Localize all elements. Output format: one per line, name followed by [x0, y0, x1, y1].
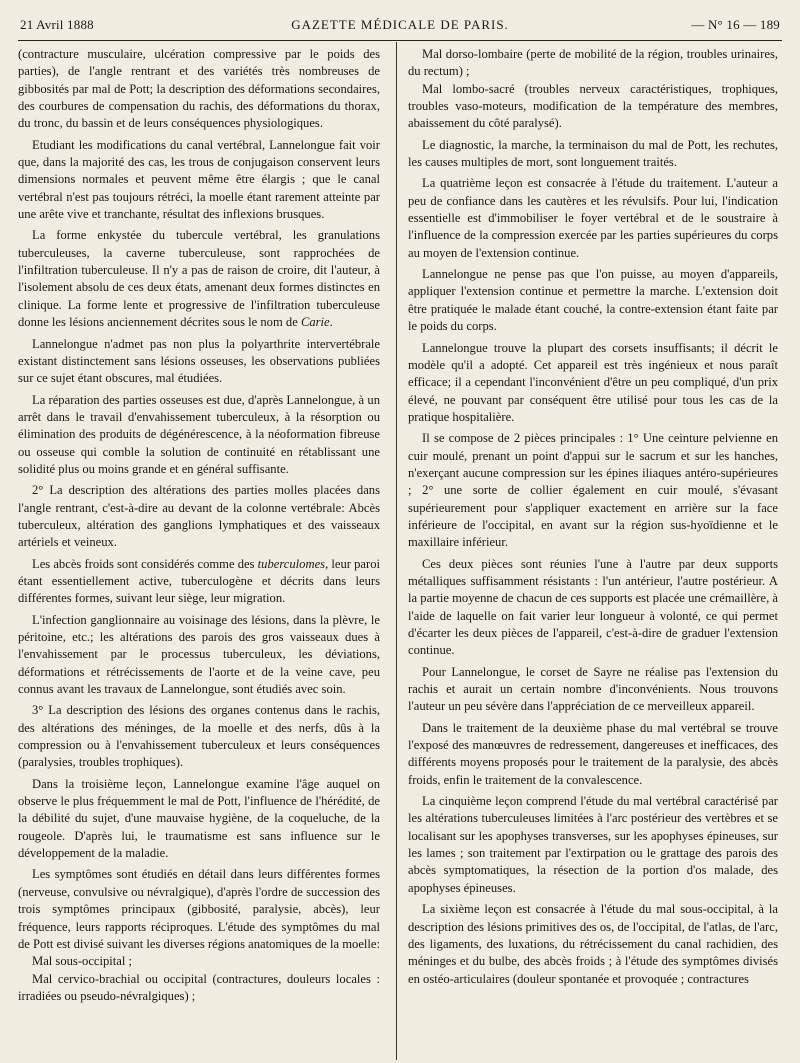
paragraph: L'infection ganglionnaire au voisinage des lésions, dans la plèvre, le péritoine, etc.; les altérations des parois des gros vaisseaux dues à l'envahissement par le processus tuberculeux, les déviations, déformations et rétrécissements de l'aorte et de la veine cave, peu connus avant les travaux de Lannelongue, sont étudiés avec soin.: [18, 612, 380, 697]
paragraph: Les symptômes sont étudiés en détail dans leurs différentes formes (nerveuse, convulsive ou névralgique), d'après l'ordre de succession des trois symptômes principaux (gibbosité, paralysie, abcès), leur fréquence, leurs rapports réciproques. L'étude des symptômes du mal de Pott est divisé suivant les diverses régions anatomiques de la moelle:: [18, 867, 380, 951]
paragraph: La sixième leçon est consacrée à l'étude du mal sous-occipital, à la description des lésions primitives des os, de l'occipital, de l'atlas, de l'arc, des ligaments, des luxations, du rétrécissement du canal rachidien, des méninges et du bulbe, des abcès froids ; à l'étude des symptômes divisés en ostéo-articulaires (douleur spontanée et provoquée ; contractures: [408, 902, 778, 986]
paragraph: Etudiant les modifications du canal vertébral, Lannelongue fait voir que, dans la majorité des cas, les trous de conjugaison conservent leurs dimensions normales et peuvent même être élargis ; que le canal vertébral n'est pas toujours rétréci, la moelle étant rarement atteinte par une arête vive et tranchante, résultat des inflexions brusques.: [18, 137, 380, 222]
paragraph-text: , leur paroi étant essentiellement active, tuberculogène et décrits dans leurs différentes formes, suivant leur siège, leur migration.: [18, 556, 380, 606]
paragraph: Mal sous-occipital ;: [32, 954, 133, 969]
paragraph: La quatrième leçon est consacrée à l'étude du traitement. L'auteur a peu de confiance dans les cautères et les révulsifs. Pour lui, l'indication essentielle est d'immobiliser le foyer vertébral et de le soustraire à l'influence de la compression exercée par les parties supérieures du corps au moyen de l'extension continue.: [408, 176, 778, 260]
paragraph: Lannelongue ne pense pas que l'on puisse, au moyen d'appareils, appliquer l'extension continue et permettre la marche. L'extension doit être pratiquée le malade étant couché, la contre-extension étant faite par le poids du corps.: [408, 267, 778, 334]
column-divider: [396, 42, 397, 1060]
paragraph: 3° La description des lésions des organes contenus dans le rachis, des altérations des méninges, de la moelle et des nerfs, dûs à la compression ou à l'envahissement tuberculeux et leurs conséquences (paralysies, troubles trophiques).: [18, 703, 380, 770]
paragraph: Mal cervico-brachial ou occipital (contractures, douleurs locales : irradiées ou pseudo-névralgiques) ;: [18, 971, 380, 1003]
paragraph: (contracture musculaire, ulcération compressive par le poids des parties), de l'angle rentrant et des variétés très nombreuses de gibbosités par mal de Pott; la description des déformations secondaires, des courbures de compensation du rachis, des déformations du thorax, du tronc, du bassin et de leurs conséquences physiologiques.: [18, 47, 380, 131]
left-column: [18, 46, 380, 1058]
paragraph: La réparation des parties osseuses est due, d'après Lannelongue, à un arrêt dans le travail d'envahissement tuberculeux, à la résorption ou élimination des produits de dégénérescence, à la néoformation fibreuse ou osseuse qui comble la solution de continuité en rétablissant une solidité plus ou moins grande et en général suffisante.: [18, 392, 380, 476]
paragraph-text: Les abcès froids sont considérés comme des: [32, 556, 258, 571]
journal-title: GAZETTE MÉDICALE DE PARIS.: [291, 17, 509, 32]
running-head: [20, 14, 780, 36]
paragraph: Pour Lannelongue, le corset de Sayre ne réalise pas l'extension du rachis et aurait un certain nombre d'inconvénients. Nous trouvons l'auteur un peu sévère dans l'appréciation de ce merveilleux appareil.: [408, 664, 778, 714]
right-column: [408, 46, 778, 1058]
paragraph-text: La forme enkystée du tubercule vertébral, les granulations tuberculeuses, la caverne tuberculeuse, sont rapprochées de l'infiltration tuberculeuse. Il n'y a pas de raison de croire, dit l'auteur, à l'isolement absolu de ces deux états, amenant deux formes distinctes en clinique. La forme lente et progressive de l'infiltration tuberculeuse donne les lésions anciennement décrites sous le nom de: [18, 228, 380, 330]
paragraph: Mal lombo-sacré (troubles nerveux caractéristiques, trophiques, troubles vaso-moteurs, modification de la température des membres, abaissement du côté paralysé).: [408, 81, 778, 131]
paragraph: Lannelongue trouve la plupart des corsets insuffisants; il décrit le modèle qu'il a adopté. Cet appareil est très ingénieux et nous paraît efficace; il a cependant l'inconvénient d'être un peu compliqué, d'un prix élevé, ne pouvant par conséquent être utilisé pour tous les cas de la pratique hospitalière.: [408, 340, 778, 424]
issue-and-page-number: — N° 16 — 189: [691, 17, 780, 32]
italic-term: tuberculomes: [257, 556, 326, 571]
header-rule: [18, 40, 782, 41]
paragraph: Le diagnostic, la marche, la terminaison du mal de Pott, les rechutes, les causes multiples de mort, sont longuement traités.: [408, 137, 778, 170]
paragraph: Mal dorso-lombaire (perte de mobilité de la région, troubles urinaires, du rectum) ;: [408, 47, 778, 79]
paragraph: [18, 556, 380, 608]
paragraph: Dans le traitement de la deuxième phase du mal vertébral se trouve l'exposé des manœuvres de redressement, dangereuses et inefficaces, des différents moyens proposés pour le traitement de la paralysie, des abcès froids, enfin le traitement de la convalescence.: [408, 720, 778, 787]
paragraph: La cinquième leçon comprend l'étude du mal vertébral caractérisé par les altérations tuberculeuses limitées à l'arc postérieur des vertèbres et se localisant sur les apophyses transverses, sur les apophyses épineuses, sur les lames ; son traitement par l'extirpation ou le grattage des parois des abcès symptomatiques, la résection de la portion d'os malade, des apophyses épineuses.: [408, 794, 778, 895]
paragraph: Ces deux pièces sont réunies l'une à l'autre par deux supports métalliques suffisamment résistants : l'un antérieur, l'autre postérieur. A la partie moyenne de chacun de ces supports est placée une crémaillère, à l'aide de laquelle on fait varier leur longueur à volonté, ce qui permet d'écarter les deux pièces de l'appareil, c'est-à-dire de graduer l'extension continue.: [408, 556, 778, 658]
issue-date: 21 Avril 1888: [20, 17, 94, 32]
paragraph: Dans la troisième leçon, Lannelongue examine l'âge auquel on observe le plus fréquemment le mal de Pott, l'influence de l'hérédité, de la débilité du sujet, d'une mauvaise hygiène, de la coqueluche, de la rougeole. D'après lui, le traumatisme est sans influence sur le développement de la maladie.: [18, 776, 380, 861]
paragraph-text: .: [329, 315, 333, 330]
italic-term: Carie: [300, 315, 330, 330]
paragraph: 2° La description des altérations des parties molles placées dans l'angle rentrant, c'est-à-dire au devant de la colonne vertébrale: Abcès tuberculeux, altération des ganglions lymphatiques et des vaisseaux artériels et veineux.: [18, 483, 380, 550]
paragraph: [18, 227, 380, 331]
paragraph: Il se compose de 2 pièces principales : 1° Une ceinture pelvienne en cuir moulé, prenant un point d'appui sur le sacrum et sur les hanches, n'exerçant aucune compression sur les épines iliaques antéro-supérieures ; 2° une sorte de collier également en cuir moulé, s'évasant supérieurement pour s'appliquer exactement en arrière sur la face inférieure de l'occipital, en avant sur la région sus-hyoïdienne et le maxillaire inférieur.: [408, 431, 778, 550]
paragraph: Lannelongue n'admet pas non plus la polyarthrite intervertébrale existant distinctement sans lésions osseuses, les observations publiées sur ce sujet étant obscures, mal étudiées.: [18, 336, 380, 386]
